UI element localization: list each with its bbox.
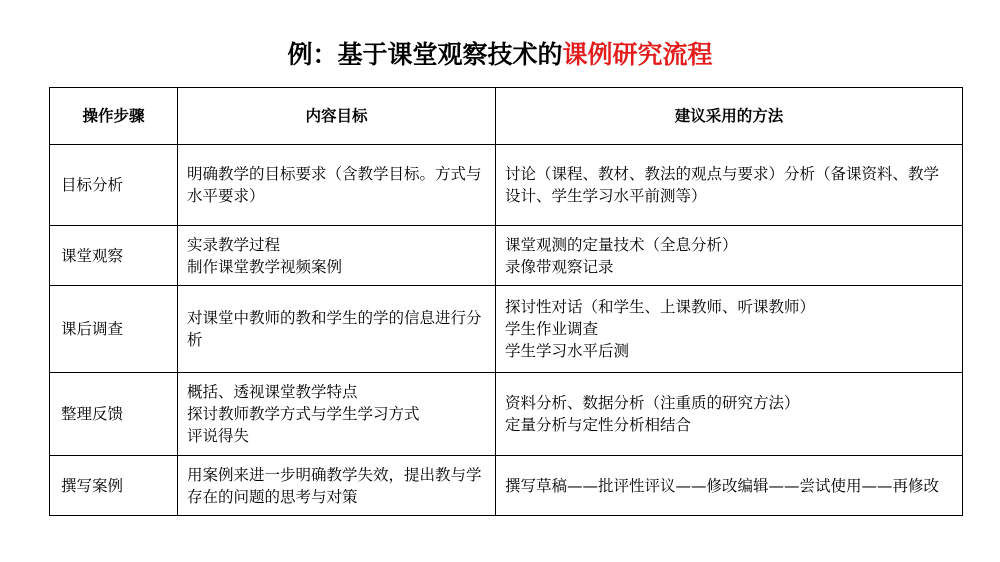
step-cell: 课后调查 (50, 286, 178, 373)
content-line: 评说得失 (187, 427, 250, 445)
table-row (50, 145, 963, 226)
content-cell (178, 373, 496, 456)
header-method: 建议采用的方法 (496, 88, 963, 145)
content-line: 概括、透视课堂教学特点 (187, 383, 358, 401)
title-highlight: 课例研究流程 (562, 40, 713, 69)
content-cell (178, 286, 496, 373)
method-cell (496, 226, 963, 286)
step-cell: 课堂观察 (50, 226, 178, 286)
method-line: 学生学习水平后测 (505, 342, 630, 360)
process-table (49, 87, 963, 516)
method-cell (496, 456, 963, 516)
content-line: 制作课堂教学视频案例 (187, 257, 343, 276)
method-line: 学生作业调查 (505, 320, 599, 338)
content-cell (178, 145, 496, 226)
method-line: 课堂观测的定量技术（全息分析） (505, 235, 738, 254)
method-line: 资料分析、数据分析（注重质的研究方法） (505, 394, 800, 412)
step-cell: 撰写案例 (50, 456, 178, 516)
step-cell: 整理反馈 (50, 373, 178, 456)
method-line: 撰写草稿——批评性评议——修改编辑——尝试使用——再修改 (505, 476, 940, 495)
page-title (0, 38, 1000, 72)
step-cell: 目标分析 (50, 145, 178, 226)
method-cell (496, 373, 963, 456)
method-line: 探讨性对话（和学生、上课教师、听课教师） (505, 298, 816, 316)
method-line: 讨论（课程、教材、教法的观点与要求）分析（备课资料、教学设计、学生学习水平前测等） (505, 165, 940, 205)
content-line: 用案例来进一步明确教学失效，提出教与学存在的问题的思考与对策 (187, 465, 482, 506)
content-cell (178, 456, 496, 516)
header-content: 内容目标 (178, 88, 496, 145)
table-row (50, 456, 963, 516)
method-cell (496, 145, 963, 226)
content-cell (178, 226, 496, 286)
content-line: 对课堂中教师的教和学生的学的信息进行分析 (187, 309, 482, 349)
method-line: 定量分析与定性分析相结合 (505, 416, 692, 434)
table-row (50, 373, 963, 456)
content-line: 探讨教师教学方式与学生学习方式 (187, 405, 420, 423)
table-header-row (50, 88, 963, 145)
method-cell (496, 286, 963, 373)
table-row (50, 226, 963, 286)
title-prefix: 例：基于课堂观察技术的 (287, 40, 563, 69)
content-line: 明确教学的目标要求（含教学目标。方式与水平要求） (187, 165, 482, 205)
method-line: 录像带观察记录 (505, 257, 614, 276)
header-step: 操作步骤 (50, 88, 178, 145)
table-row (50, 286, 963, 373)
content-line: 实录教学过程 (187, 235, 281, 254)
